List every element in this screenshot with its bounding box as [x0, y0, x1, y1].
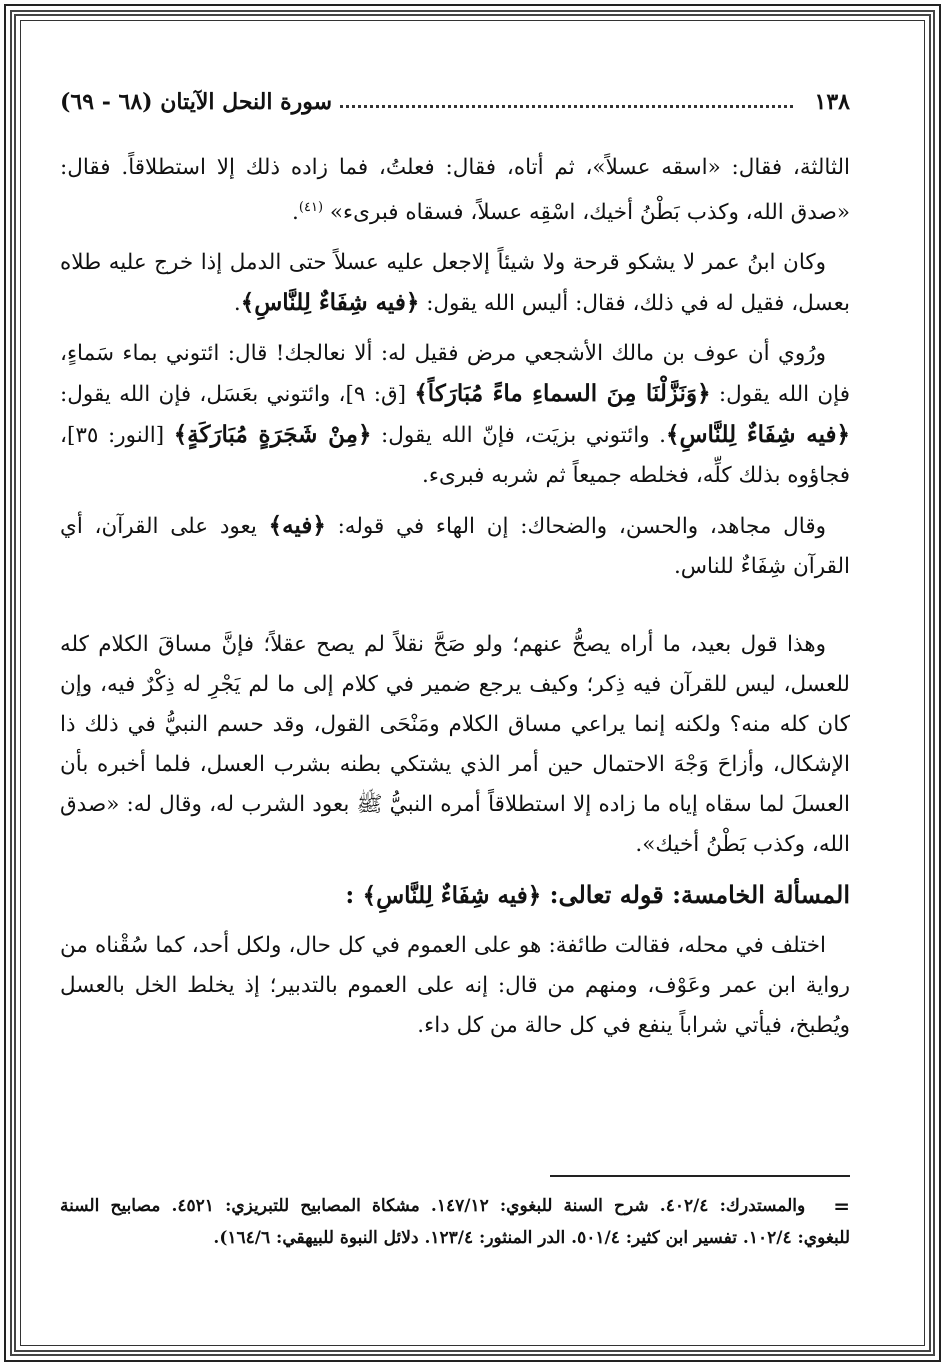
paragraph-1: الثالثة، فقال: «اسقه عسلاً»، ثم أتاه، فقال: فعلتُ، فما زاده ذلك إلا استطلاقاً. فقال: «صدق الله، وكذب بَطْنُ أخيك، اسْقِه عسلاً، فسقاه فبرىء» $^{(٤١)}$.: [60, 155, 850, 226]
main-text: [60, 148, 850, 1056]
quran-verse: ﴿فيه شِفَاءٌ لِلنَّاسِ﴾: [362, 882, 542, 910]
running-header: [60, 82, 850, 122]
quran-verse: ﴿فيه شِفَاءٌ لِلنَّاسِ﴾: [665, 421, 851, 449]
quran-verse: ﴿فيه﴾: [268, 512, 326, 540]
footnote-continuation-marker: =: [833, 1194, 850, 1218]
paragraph-2: وكان ابنُ عمر لا يشكو قرحة ولا شيئاً إلاجعل عليه عسلاً حتى الدمل إذا خرج عليه طلاه بعسل، فقيل له في ذلك، فقال: أليس الله يقول: ﴿فيه شِفَاءٌ لِلنَّاسِ﴾.: [60, 250, 850, 317]
footnote-reference: (٤١): [298, 200, 324, 215]
quran-verse: ﴿مِنْ شَجَرَةٍ مُبَارَكَةٍ﴾: [173, 421, 372, 449]
section-gap: [60, 597, 850, 625]
paragraph-5: وهذا قول بعيد، ما أراه يصحُّ عنهم؛ ولو صَحَّ نقلاً لم يصح عقلاً؛ فإنَّ مساقَ الكلام كله للعسل، ليس للقرآن فيه ذِكر؛ وكيف يرجع ضمير في كلام إلى ما لم يَجْرِ له ذِكْرٌ فيه، وإن كان كله منه؟ ولكنه إنما يراعي مساق الكلام ومَنْحَى القول، وقد حسم النبيُّ في ذلك ذا الإشكال، وأزاحَ وَجْهَ الاحتمال حين أمر الذي يشتكي بطنه بشرب العسل، فلما أخبره بأن العسلَ لما سقاه إياه ما زاده إلا استطلاقاً أمره النبيُّ ﷺ بعود الشرب له، وقال له: «صدق الله، وكذب بَطْنُ أخيك».: [60, 632, 850, 858]
book-page: [60, 70, 850, 1330]
section-heading: المسألة الخامسة: قوله تعالى: ﴿فيه شِفَاءٌ لِلنَّاسِ﴾ :: [345, 880, 850, 910]
paragraph-3: ورُوي أن عوف بن مالك الأشجعي مرض فقيل له: ألا نعالجك! قال: ائتوني بماء سَماءٍ، فإن الله يقول: ﴿وَنَزَّلْنَا مِنَ السماءِ ماءً مُبَارَكاً﴾ [ق: ٩]، وائتوني بعَسَل، فإن الله يقول: ﴿فيه شِفَاءٌ لِلنَّاسِ﴾. وائتوني بزيَت، فإنّ الله يقول: ﴿مِنْ شَجَرَةٍ مُبَارَكَةٍ﴾ [النور: ٣٥]، فجاؤوه بذلك كلِّه، فخلطه جميعاً ثم شربه فبرىء.: [60, 341, 851, 489]
page-number: ١٣٨: [814, 89, 850, 115]
footnotes: [60, 1190, 850, 1254]
quran-verse: ﴿وَنَزَّلْنَا مِنَ السماءِ ماءً مُبَارَكاً﴾: [414, 380, 711, 408]
paragraph-6: اختلف في محله، فقالت طائفة: هو على العموم في كل حال، ولكل أحد، كما سُقْناه من رواية ابن عمر وعَوْف، ومنهم من قال: إنه على العموم بالتدبير؛ إذ يخلط الخل بالعسل ويُطبخ، فيأتي شراباً ينفع في كل حالة من كل داء.: [60, 933, 850, 1039]
header-dot-leader: [340, 105, 792, 108]
paragraph-4: وقال مجاهد، والحسن، والضحاك: إن الهاء في قوله: ﴿فيه﴾ يعود على القرآن، أي القرآن شِفَاءٌ للناس.: [60, 512, 850, 580]
footnote-divider: [550, 1175, 850, 1177]
header-title: سورة النحل الآيتان (٦٨ - ٦٩): [60, 89, 333, 115]
quran-verse: ﴿فيه شِفَاءٌ لِلنَّاسِ﴾: [240, 289, 420, 317]
footnote-text: والمستدرك: ٤٠٢/٤. شرح السنة للبغوي: ١٤٧/١٢. مشكاة المصابيح للتبريزي: ٤٥٢١. مصابيح السنة للبغوي: ١٠٢/٤. تفسير ابن كثير: ٥٠١/٤. الدر المنثور: ١٢٣/٤. دلائل النبوة للبيهقي: ١٦٤/٦).: [60, 1196, 850, 1248]
